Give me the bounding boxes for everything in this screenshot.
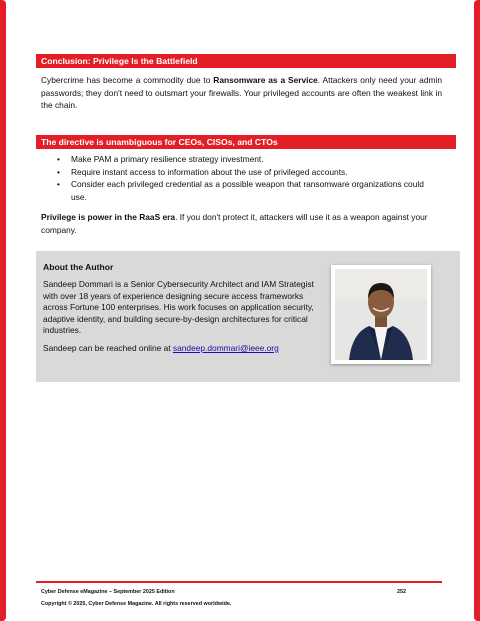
- author-title: About the Author: [43, 262, 114, 272]
- closing-text: . If you don't protect it, attackers will use it as a weapon against your company.: [41, 212, 428, 235]
- bullet-icon: •: [57, 166, 60, 177]
- author-contact: [43, 343, 279, 353]
- author-portrait-illustration: [335, 269, 427, 360]
- directive-heading: The directive is unambiguous for CEOs, CISOs, and CTOs: [36, 135, 456, 149]
- bullet-item: [41, 153, 442, 166]
- bullet-icon: •: [57, 179, 60, 189]
- footer-copyright: Copyright © 2025, Cyber Defense Magazine. All rights reserved worldwide.: [41, 601, 232, 607]
- contact-text: Sandeep can be reached online at: [43, 343, 173, 353]
- author-photo: [331, 265, 431, 364]
- conclusion-text-end: . Attackers only need your admin passwords; they don't need to outsmart your firewalls. Your privileged accounts are often the weakest link in the chain.: [41, 75, 442, 111]
- bullet-item: [41, 178, 442, 203]
- directive-closing-paragraph: [41, 211, 442, 236]
- bullet-text: Require instant access to information about the use of privileged accounts.: [71, 166, 348, 177]
- left-edge-stripe: [0, 0, 6, 621]
- bullet-icon: •: [57, 154, 60, 164]
- conclusion-paragraph: [41, 74, 442, 112]
- footer-divider: [36, 581, 442, 583]
- footer-edition: Cyber Defense eMagazine – September 2025 Edition: [41, 589, 175, 595]
- bullet-item: [41, 166, 442, 179]
- about-author-box: [36, 251, 460, 382]
- directive-bullet-list: [41, 153, 442, 203]
- author-email-link[interactable]: sandeep.dommari@ieee.org: [172, 343, 279, 353]
- conclusion-bold-term: Ransomware as a Service: [213, 75, 318, 85]
- page-number: 252: [397, 589, 406, 595]
- bullet-text: Consider each privileged credential as a possible weapon that ransomware organizations could use.: [71, 179, 424, 202]
- conclusion-text-start: Cybercrime has become a commodity due to: [41, 75, 214, 85]
- author-bio: Sandeep Dommari is a Senior Cybersecurity Architect and IAM Strategist with over 18 years of experience designing secure access frameworks across Fortune 100 enterprises. His work focuses on application security, adaptive identity, and building secure-by-design architectures for critical industries.: [43, 279, 314, 336]
- conclusion-heading: Conclusion: Privilege Is the Battlefield: [36, 54, 456, 68]
- bullet-text: Make PAM a primary resilience strategy investment.: [71, 154, 264, 164]
- closing-bold-text: Privilege is power in the RaaS era: [41, 212, 176, 222]
- right-edge-stripe: [474, 0, 480, 621]
